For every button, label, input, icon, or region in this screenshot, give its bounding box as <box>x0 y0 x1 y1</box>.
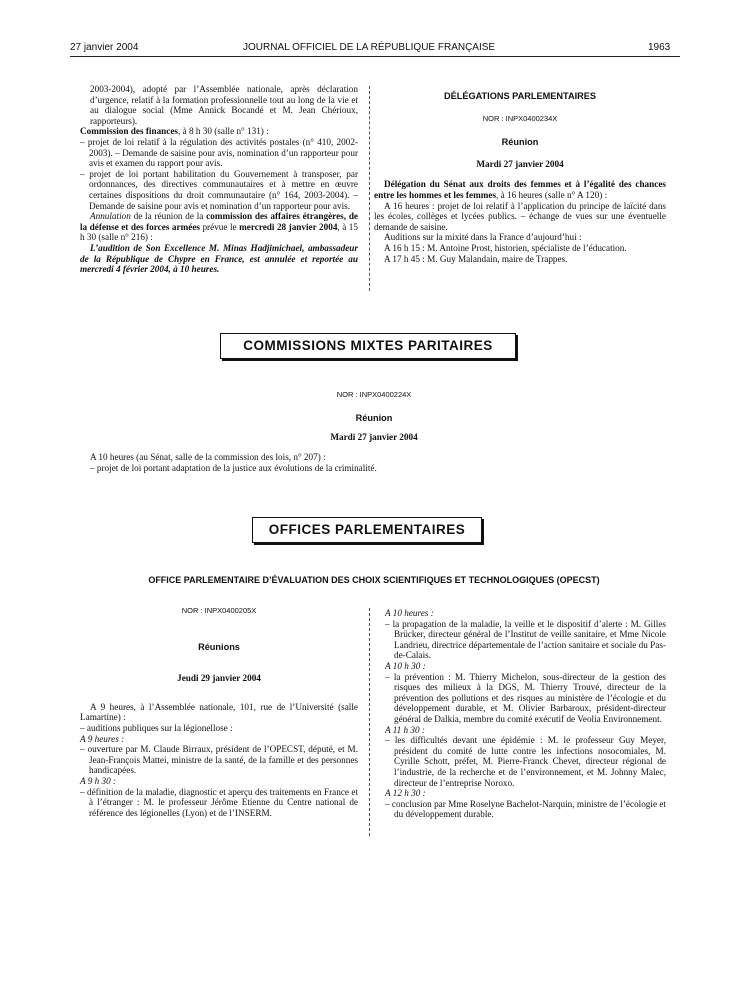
opecst-right-item-4: – la prévention : M. Thierry Michelon, sous-directeur de la gestion des risques des milieux à la DGS, M. Thierry Trouvé, directeur de la prévention des pollutions et des risques au ministère de l’écologie et du développement durable, et M. Olivier Barbaroux, président-directeur général de Dalkia, membre du comité exécutif de Veolia Environnement. <box>385 671 666 724</box>
opecst-left-item-2: – auditions publiques sur la légionellose : <box>80 722 233 733</box>
opecst-nor: NOR : INPX0400205X <box>181 606 257 615</box>
left-column-top <box>80 84 358 275</box>
cmp-content <box>80 452 670 473</box>
commission-finances-heading <box>80 126 358 137</box>
column-separator-top <box>369 86 370 291</box>
delegations-date: Mardi 27 janvier 2004 <box>476 158 564 169</box>
delegations-nor: NOR : INPX0400234X <box>482 113 558 123</box>
opecst-title: OFFICE PARLEMENTAIRE D’ÉVALUATION DES CHOIX SCIENTIFIQUES ET TECHNOLOGIQUES (OPECST) <box>148 575 600 585</box>
commission-finances-time: , à 8 h 30 (salle n° 131) : <box>178 126 269 137</box>
cmp-item-2: – projet de loi portant adaptation de la justice aux évolutions de la criminalité. <box>90 462 377 473</box>
opecst-reunions: Réunions <box>198 641 240 652</box>
opecst-left-item-4: – ouverture par M. Claude Birraux, président de l’OPECST, député, et M. Jean-François Mattei, ministre de la santé, de la famille et des personnes handicapées. <box>80 744 358 776</box>
annulation-commission: commission des affaires étrangères, de la défense et des forces armées <box>80 211 359 232</box>
delegation-heading <box>374 179 666 200</box>
delegation-item-2: Auditions sur la mixité dans la France d’aujourd’hui : <box>384 232 582 243</box>
delegation-name: Délégation du Sénat aux droits des femmes et à l’égalité des chances entre les hommes et les femmes <box>374 179 666 200</box>
header-journal-title: JOURNAL OFFICIEL DE LA RÉPUBLIQUE FRANÇAISE <box>243 42 496 53</box>
header-date: 27 janvier 2004 <box>70 42 139 53</box>
delegation-time: , à 16 heures (salle n° A 120) : <box>496 189 608 200</box>
opecst-right-item-1: A 10 heures : <box>385 608 434 618</box>
opecst-right-item-7: A 12 h 30 : <box>385 788 426 799</box>
offices-section-box: OFFICES PARLEMENTAIRES <box>252 517 482 543</box>
annulation-detail: L’audition de Son Excellence M. Minas Hadjimichael, ambassadeur de la République de Chypre en France, est annulée et reportée au mercredi 4 février 2004, à 10 heures. <box>80 242 358 275</box>
annulation-word: Annulation <box>90 211 131 222</box>
commission-finances-label: Commission des finances <box>80 126 179 137</box>
delegations-title: DÉLÉGATIONS PARLEMENTAIRES <box>443 91 597 101</box>
annulation-text-1: de la réunion de la <box>130 211 207 222</box>
opecst-left-item-5: A 9 h 30 : <box>80 775 117 786</box>
cmp-item-1: A 10 heures (au Sénat, salle de la commission des lois, n° 207) : <box>90 452 326 462</box>
cmp-reunion: Réunion <box>355 413 393 423</box>
cmp-date: Mardi 27 janvier 2004 <box>330 432 418 442</box>
delegations-reunion: Réunion <box>501 137 539 148</box>
cmp-section-box: COMMISSIONS MIXTES PARITAIRES <box>220 333 516 359</box>
right-column-top <box>374 91 666 264</box>
opecst-left-item-1: A 9 heures, à l’Assemblée nationale, 101, rue de l’Université (salle Lamartine) : <box>80 701 358 723</box>
opecst-left-item-3: A 9 heures : <box>80 733 125 744</box>
opecst-right-column <box>385 608 666 820</box>
opecst-right-item-6: – les difficultés devant une épidémie : M. le professeur Guy Meyer, président du comité de lutte contre les infections nosocomiales, M. Cyrille Schott, préfet, M. Pierre-Franck Chevet, directeur régional de l’industrie, de la recherche et de l’environnement, et M. Johnny Malec, directeur de l’entreprise Noroxo. <box>385 735 666 788</box>
opecst-left-column <box>80 606 358 818</box>
delegation-item-3: A 16 h 15 : M. Antoine Prost, historien, spécialiste de l’éducation. <box>384 242 627 253</box>
annulation-text-2: prévue le <box>199 221 240 232</box>
delegation-item-4: A 17 h 45 : M. Guy Malandain, maire de Trappes. <box>384 253 568 264</box>
continued-paragraph: 2003-2004), adopté par l’Assemblée nationale, après déclaration d’urgence, relatif à la formation professionnelle tout au long de la vie et au dialogue social (Mme Annick Bocandé et M. Jean Chérioux, rapporteurs). <box>90 84 358 126</box>
opecst-right-item-8: – conclusion par Mme Roselyne Bachelot-Narquin, ministre de l’écologie et du développement durable. <box>385 798 666 820</box>
finances-item-2: – projet de loi portant habilitation du Gouvernement à transposer, par ordonnances, des directives communautaires et à mettre en œuvre certaines dispositions du droit communautaire (n° 164, 2003-2004). – Demande de saisine pour avis et nomination d’un rapporteur pour avis. <box>80 168 358 211</box>
header-rule <box>70 56 680 57</box>
cmp-nor: NOR : INPX0400224X <box>336 390 412 399</box>
annulation-date: mercredi 28 janvier 2004 <box>239 221 338 232</box>
opecst-right-item-5: A 11 h 30 : <box>385 724 425 735</box>
annulation-notice <box>80 211 358 243</box>
finances-item-1: – projet de loi relatif à la régulation des activités postales (n° 410, 2002-2003). – Demande de saisine pour avis, nomination d’un rapporteur pour avis et examen du rapport pour avis. <box>80 136 358 169</box>
delegation-item-1: A 16 heures : projet de loi relatif à l’application du principe de laïcité dans les écoles, collèges et lycées publics. – échange de vues sur une éventuelle demande de saisine. <box>374 200 666 232</box>
header-page-number: 1963 <box>648 42 671 53</box>
opecst-right-item-2: – la propagation de la maladie, la veille et le dispositif d’alerte : M. Gilles Brücker, directeur général de l’Institut de veille sanitaire, et Mme Nicole Landrieu, directrice départementale de l’action sanitaire et sociale du Pas-de-Calais. <box>385 618 666 661</box>
opecst-left-item-6: – définition de la maladie, diagnostic et aperçu des traitements en France et à l’étranger : M. le professeur Jérôme Etienne du Centre national de référence des légionelles (Lyon) et de l’INSERM. <box>80 786 358 818</box>
column-separator-bottom <box>369 608 370 836</box>
opecst-right-item-3: A 10 h 30 : <box>385 660 426 671</box>
annulation-time: , à 15 h 30 (salle n° 216) : <box>80 221 358 243</box>
opecst-date: Jeudi 29 janvier 2004 <box>177 673 261 684</box>
